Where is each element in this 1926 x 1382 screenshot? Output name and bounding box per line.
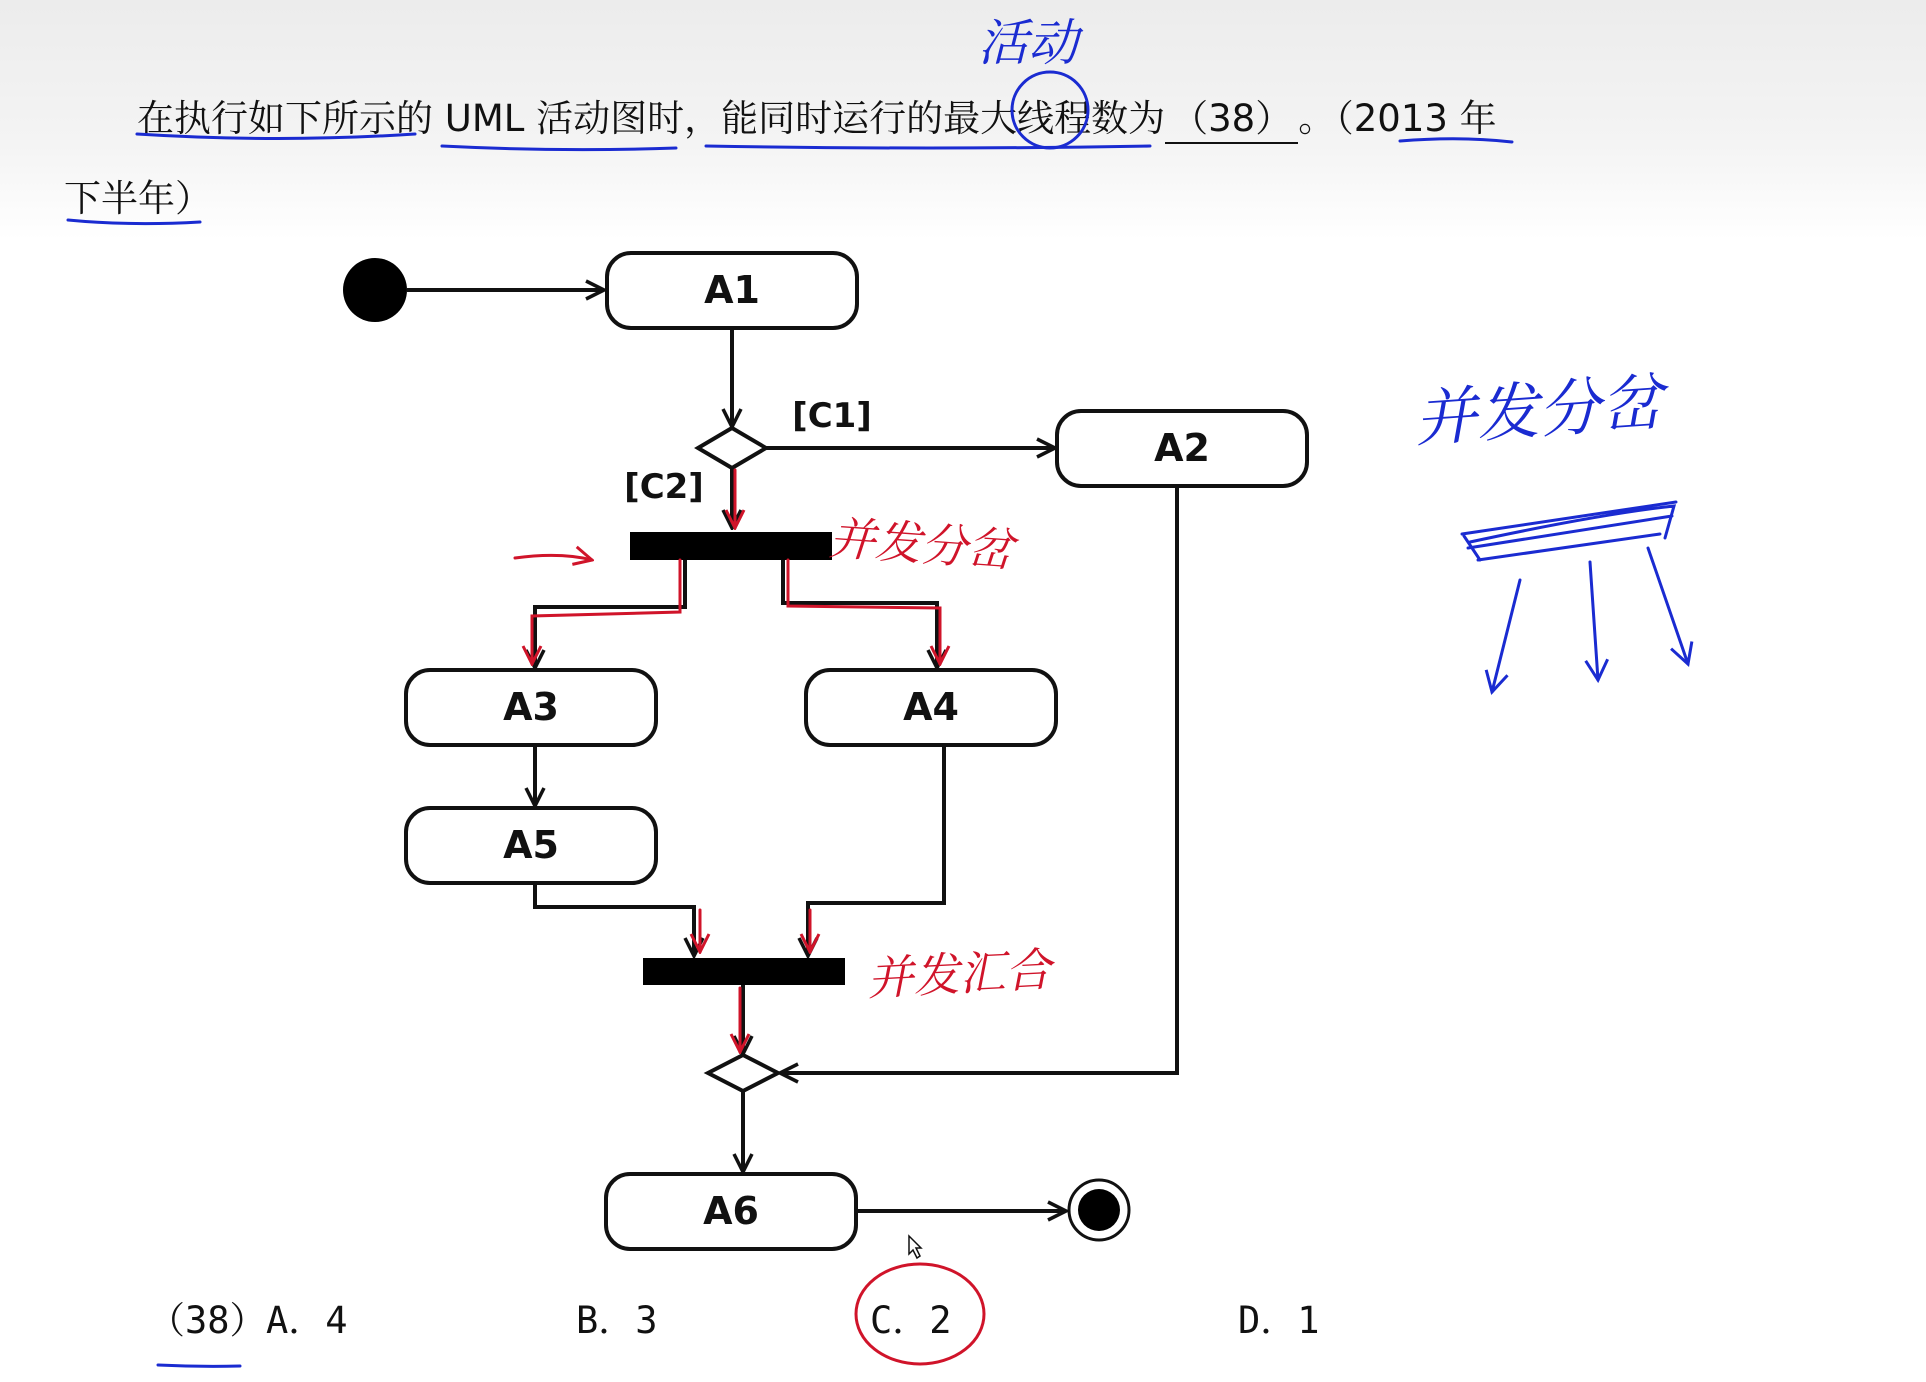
- answer-number: （38）: [148, 1299, 267, 1342]
- parallel-fork-sketch-arrow-3: [1648, 548, 1688, 664]
- activity-a1-label: A1: [704, 268, 760, 312]
- red-trace-fork-a4: [788, 560, 940, 664]
- answer-option-c[interactable]: C．2: [870, 1299, 952, 1342]
- activity-a2: [1057, 411, 1307, 486]
- activity-a4-label: A4: [903, 685, 959, 729]
- edge-a5-join: [535, 883, 694, 956]
- fork-bar: [630, 532, 832, 560]
- final-node: [1069, 1180, 1129, 1240]
- underline-2: [442, 146, 676, 150]
- underline-6: [158, 1365, 240, 1366]
- answer-option-b[interactable]: B．3: [576, 1299, 658, 1342]
- join-note: 并发汇合: [865, 942, 1053, 1006]
- top-note: 活动: [978, 14, 1078, 72]
- activity-a4: [806, 670, 1056, 745]
- circled-character: [1012, 72, 1088, 148]
- answer-option-a[interactable]: A．4: [266, 1299, 348, 1342]
- parallel-fork-sketch-arrow-2: [1590, 562, 1598, 680]
- question-blank: （38）: [1165, 88, 1298, 144]
- question-line-2: 下半年）: [64, 177, 212, 220]
- fork-note: 并发分岔: [827, 510, 1015, 578]
- merge-node: [708, 1055, 778, 1091]
- activity-a5-label: A5: [503, 823, 559, 867]
- activity-a2-label: A2: [1154, 426, 1210, 470]
- activity-a3-label: A3: [503, 685, 559, 729]
- activity-a5: [406, 808, 656, 883]
- parallel-fork-sketch-bar: [1462, 502, 1676, 560]
- guard-c1: [C1]: [792, 396, 872, 436]
- guard-c2: [C2]: [624, 467, 704, 507]
- initial-node: [343, 258, 407, 322]
- edge-fork-a4: [783, 560, 937, 668]
- side-note: 并发分岔: [1412, 365, 1665, 456]
- underline-5: [68, 220, 200, 224]
- parallel-fork-sketch-arrow-1: [1492, 580, 1520, 692]
- underline-4: [1400, 139, 1512, 142]
- red-pointer-arrow: [515, 555, 592, 560]
- decision-node-1: [698, 428, 766, 468]
- underline-3: [706, 146, 1150, 148]
- cursor-icon: [909, 1236, 921, 1258]
- underline-1: [137, 134, 415, 139]
- activity-a3: [406, 670, 656, 745]
- activity-a6: [606, 1174, 856, 1249]
- edge-a4-join: [808, 745, 944, 956]
- red-trace-fork-a3: [532, 560, 680, 664]
- activity-a1: [607, 253, 857, 328]
- answer-option-d[interactable]: D．1: [1238, 1299, 1320, 1342]
- answer-circle: [856, 1264, 984, 1364]
- question-after-blank: 。（2013 年: [1298, 97, 1497, 140]
- question-intro: 在执行如下所示的 UML 活动图时，能同时运行的最大线程数为: [137, 97, 1166, 140]
- join-bar: [643, 958, 845, 985]
- activity-a6-label: A6: [703, 1189, 759, 1233]
